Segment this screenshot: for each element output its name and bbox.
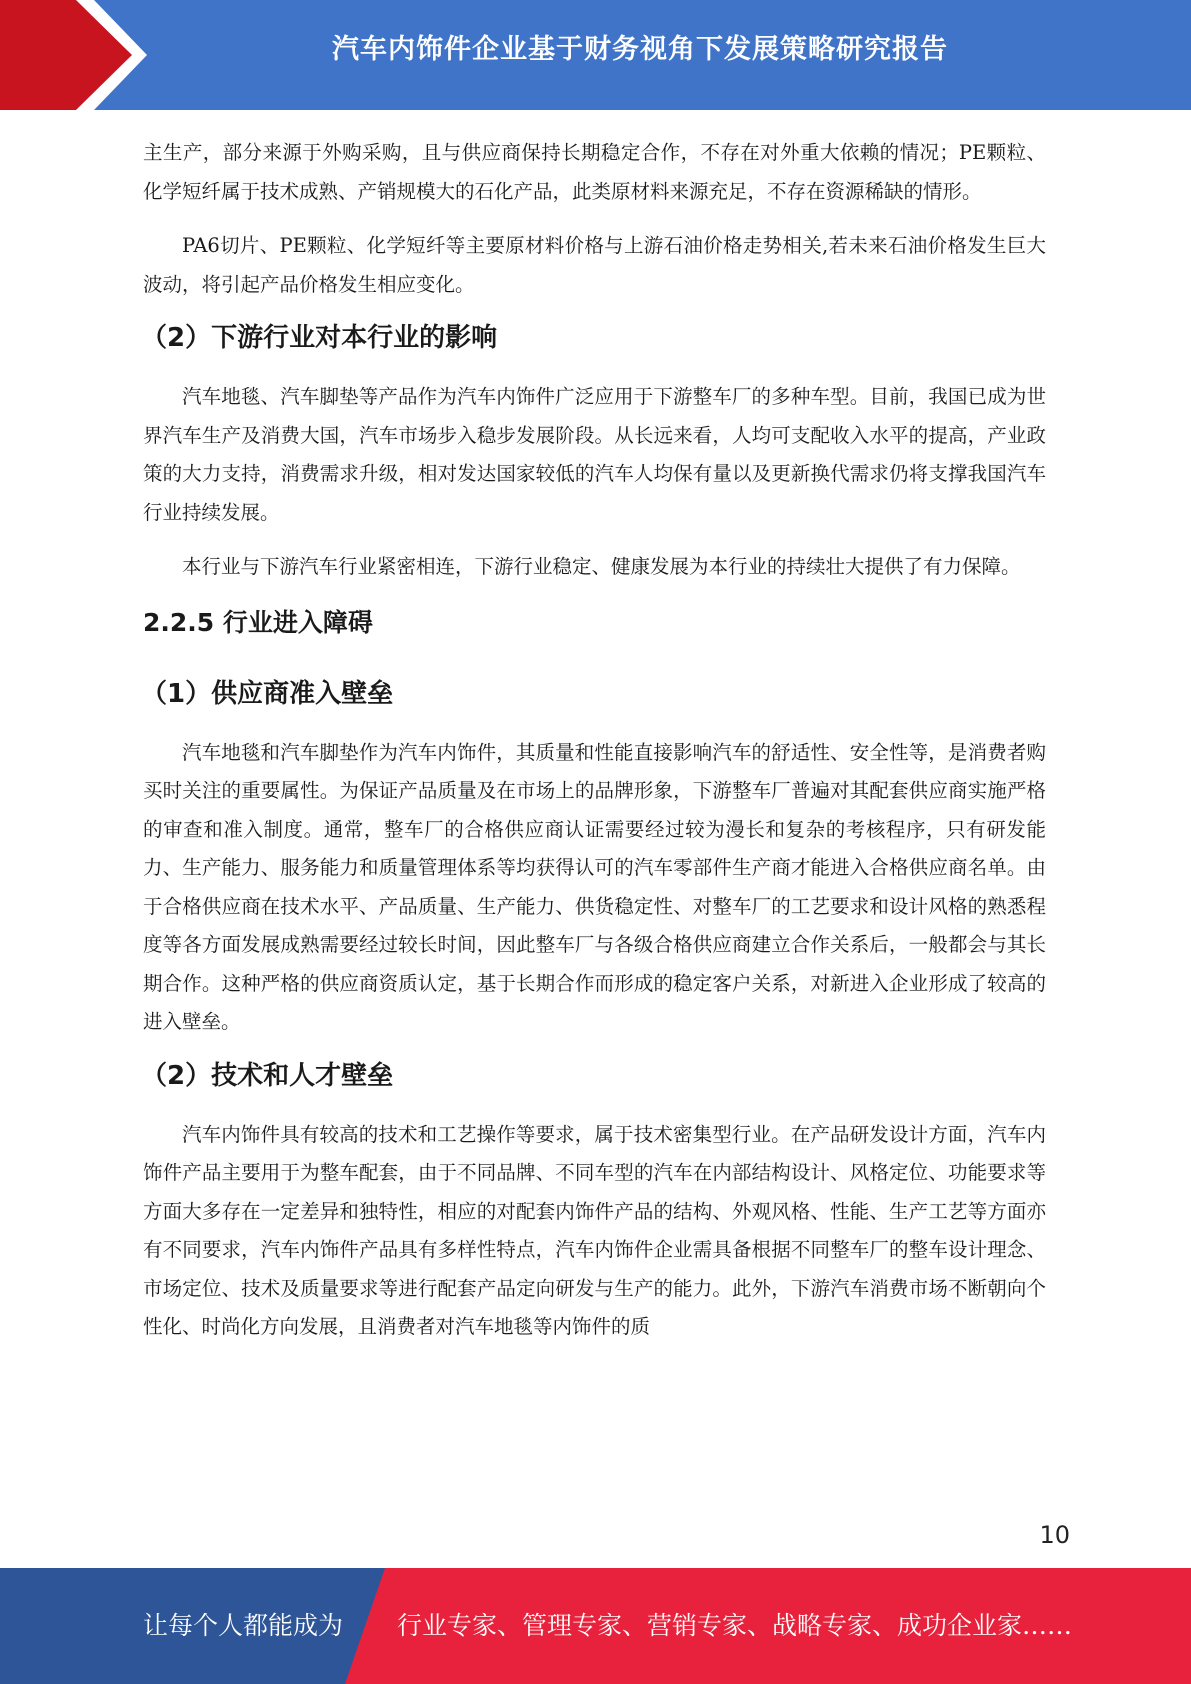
section-heading-tech-barrier: （2）技术和人才壁垒: [141, 1060, 394, 1091]
paragraph: PA6切片、PE颗粒、化学短纤等主要原材料价格与上游石油价格走势相关,若未来石油价格发生巨大波动，将引起产品价格发生相应变化。: [143, 234, 1046, 296]
paragraph: 主生产，部分来源于外购采购，且与供应商保持长期稳定合作，不存在对外重大依赖的情况；PE颗粒、化学短纤属于技术成熟、产销规模大的石化产品，此类原材料来源充足，不存在资源稀缺的情形。: [143, 141, 1046, 203]
paragraph: 汽车内饰件具有较高的技术和工艺操作等要求，属于技术密集型行业。在产品研发设计方面，汽车内饰件产品主要用于为整车配套，由于不同品牌、不同车型的汽车在内部结构设计、风格定位、功能要求等方面大多存在一定差异和独特性，相应的对配套内饰件产品的结构、外观风格、性能、生产工艺等方面亦有不同要求，汽车内饰件产品具有多样性特点，汽车内饰件企业需具备根据不同整车厂的整车设计理念、市场定位、技术及质量要求等进行配套产品定向研发与生产的能力。此外，下游汽车消费市场不断朝向个性化、时尚化方向发展，且消费者对汽车地毯等内饰件的质: [143, 1122, 1046, 1338]
page-footer: [0, 1568, 1191, 1684]
paragraph: 汽车地毯和汽车脚垫作为汽车内饰件，其质量和性能直接影响汽车的舒适性、安全性等，是消费者购买时关注的重要属性。为保证产品质量及在市场上的品牌形象，下游整车厂普遍对其配套供应商实施严格的审查和准入制度。通常，整车厂的合格供应商认证需要经过较为漫长和复杂的考核程序，只有研发能力、生产能力、服务能力和质量管理体系等均获得认可的汽车零部件生产商才能进入合格供应商名单。由于合格供应商在技术水平、产品质量、生产能力、供货稳定性、对整车厂的工艺要求和设计风格的熟悉程度等各方面发展成熟需要经过较长时间，因此整车厂与各级合格供应商建立合作关系后，一般都会与其长期合作。这种严格的供应商资质认定，基于长期合作而形成的稳定客户关系，对新进入企业形成了较高的进入壁垒。: [143, 740, 1046, 1033]
paragraph: 汽车地毯、汽车脚垫等产品作为汽车内饰件广泛应用于下游整车厂的多种车型。目前，我国已成为世界汽车生产及消费大国，汽车市场步入稳步发展阶段。从长远来看，人均可支配收入水平的提高，产业政策的大力支持，消费需求升级，相对发达国家较低的汽车人均保有量以及更新换代需求仍将支撑我国汽车行业持续发展。: [143, 385, 1046, 524]
header-title: 汽车内饰件企业基于财务视角下发展策略研究报告: [332, 34, 948, 65]
footer-slogan-right: 行业专家、管理专家、营销专家、战略专家、成功企业家……: [397, 1611, 1073, 1640]
section-heading-entry-barriers: 2.2.5 行业进入障碍: [143, 607, 373, 637]
section-heading-downstream: （2）下游行业对本行业的影响: [141, 323, 498, 353]
page-number: 10: [1039, 1521, 1070, 1549]
section-heading-supplier-barrier: （1）供应商准入壁垒: [141, 678, 394, 709]
footer-slogan-left: 让每个人都能成为: [143, 1611, 344, 1640]
page-header: [0, 0, 1191, 110]
paragraph: 本行业与下游汽车行业紧密相连，下游行业稳定、健康发展为本行业的持续壮大提供了有力保障。: [182, 555, 1021, 578]
document-body: [143, 134, 1046, 1347]
